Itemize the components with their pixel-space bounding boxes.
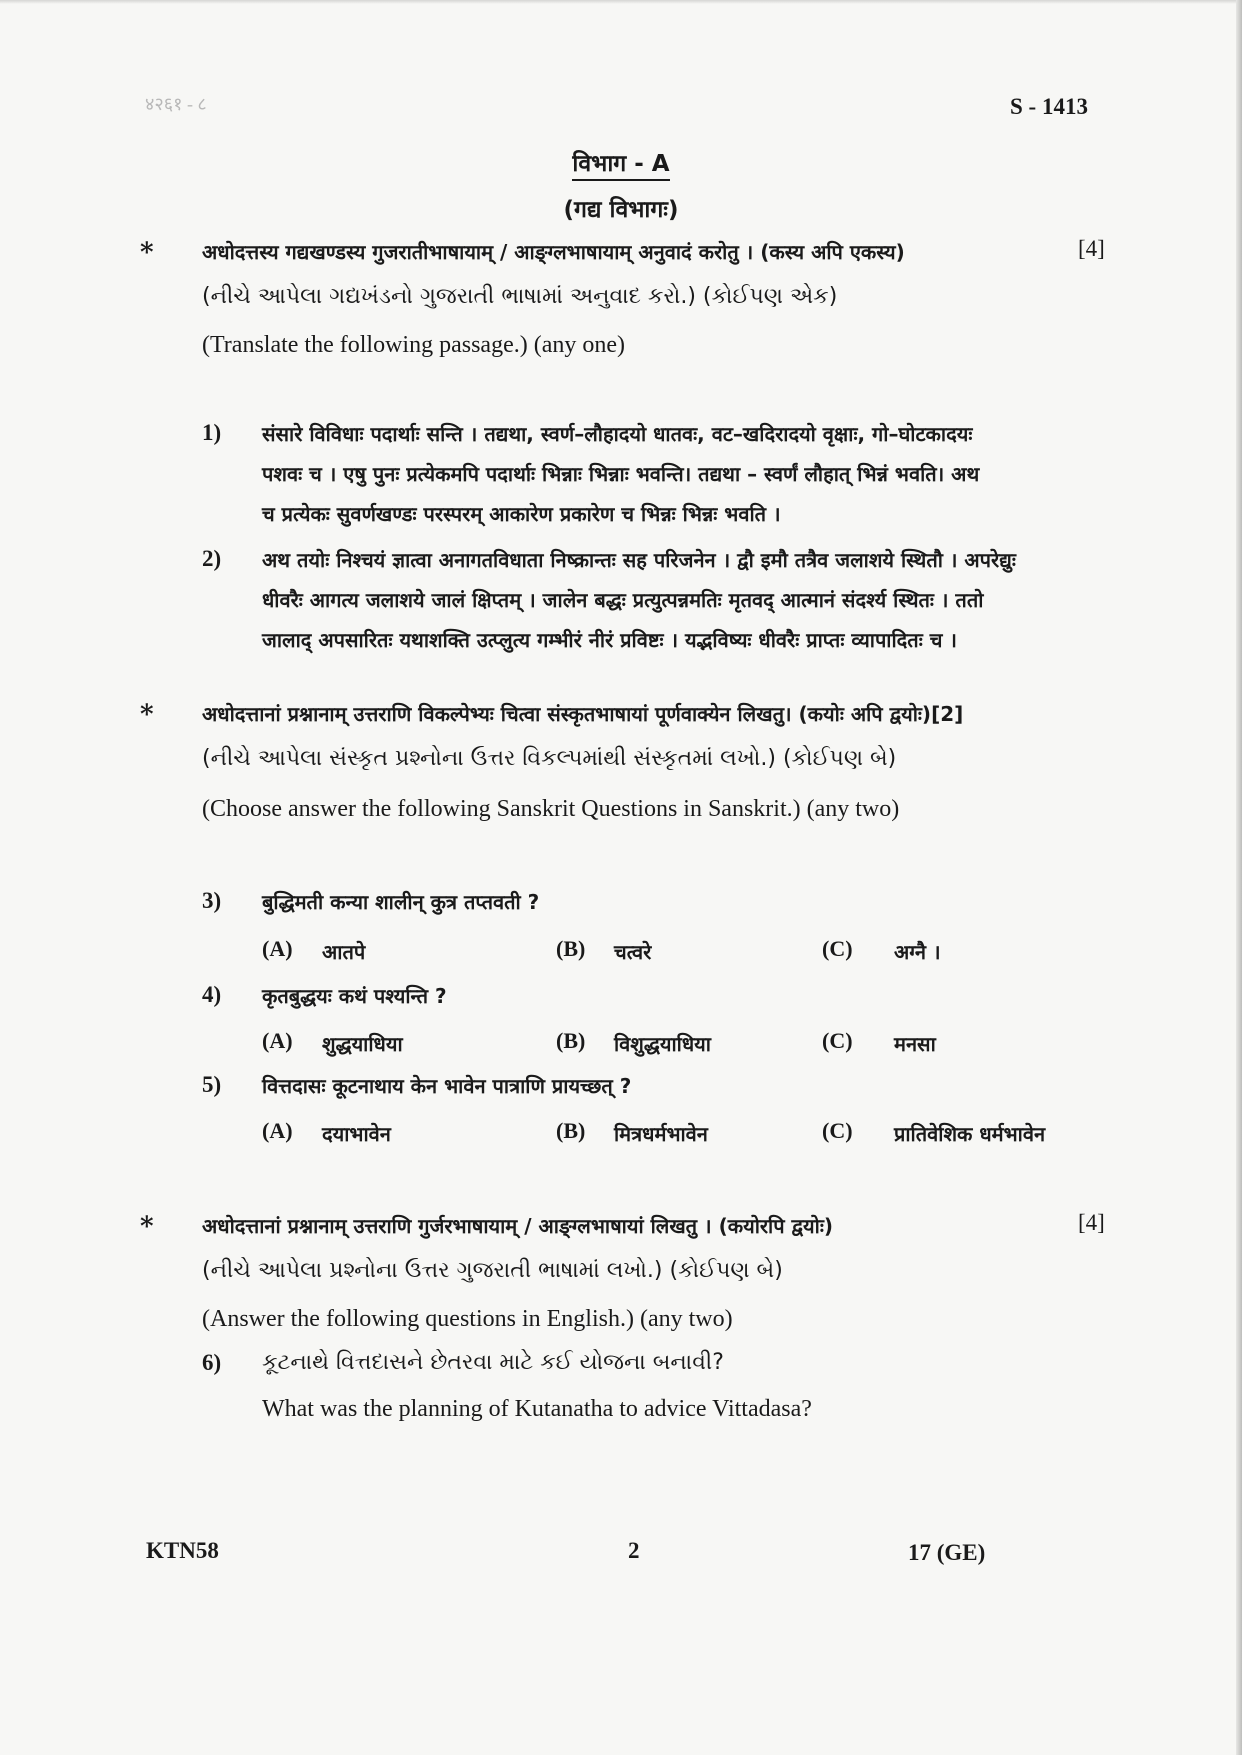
instruction-english: (Answer the following questions in English.) (any two) [202,1306,733,1332]
footer-code: KTN58 [146,1538,219,1563]
question-number: 3) [202,888,222,913]
passage-number: 1) [202,420,222,445]
question-star: * [140,1212,154,1242]
option-text: चत्वरे [614,940,652,964]
option-text: प्रातिवेशिक धर्मभावेन [894,1122,1046,1146]
instruction-gujarati: (નીચે આપેલા પ્રશ્નોના ઉત્તર ગુજરાતી ભાષામાં લખો.) (કોઈપણ બે) [202,1258,783,1283]
question-star: * [140,238,154,268]
stray-mark: ४२६१ - ८ [145,94,207,114]
instruction-sanskrit: अधोदत्तस्य गद्यखण्डस्य गुजरातीभाषायाम् / आङ्ग्लभाषायाम् अनुवादं करोतु । (कस्य अपि एकस्य) [202,240,905,264]
question-text-english: What was the planning of Kutanatha to advice Vittadasa? [262,1396,812,1422]
option-text: शुद्धयाधिया [322,1032,403,1056]
option-text: विशुद्धयाधिया [614,1032,711,1056]
option-label: (B) [556,936,586,961]
option-label: (B) [556,1028,586,1053]
instruction-gujarati: (નીચે આપેલા ગદ્યખંડનો ગુજરાતી ભાષામાં અનુવાદ કરો.) (કોઈપણ એક) [202,284,838,309]
section-subtitle: (गद्य विभागः) [563,197,679,223]
option-label: (C) [822,1118,853,1143]
passage-1 [262,414,1132,534]
option-label: (C) [822,936,853,961]
marks: [4] [1078,236,1105,261]
option-text: अग्नै । [894,940,941,964]
instruction-english: (Translate the following passage.) (any one) [202,332,625,358]
marks: [4] [1078,1210,1105,1235]
passage-line: अथ तयोः निश्चयं ज्ञात्वा अनागतविधाता निष्क्रान्तः सह परिजनेन । द्वौ इमौ तत्रैव जलाशये स्थितौ । अपरेद्युः [262,548,1016,572]
passage-number: 2) [202,546,222,571]
scan-shadow-top [0,0,1242,4]
option-label: (A) [262,1118,293,1143]
passage-line: धीवरैः आगत्य जलाशये जालं क्षिप्तम् । जालेन बद्धः प्रत्युत्पन्नमतिः मृतवद् आत्मानं संदर्श्य स्थितः । ततो [262,588,984,612]
paper-code: S - 1413 [1010,94,1088,119]
question-text: वित्तदासः कूटनाथाय केन भावेन पात्राणि प्रायच्छत् ? [262,1074,632,1098]
option-label: (B) [556,1118,586,1143]
question-text: बुद्धिमती कन्या शालीन् कुत्र तप्तवती ? [262,890,540,914]
option-text: मित्रधर्मभावेन [614,1122,708,1146]
option-text: आतपे [322,940,366,964]
passage-line: संसारे विविधाः पदार्थाः सन्ति । तद्यथा, स्वर्ण–लौहादयो धातवः, वट–खदिरादयो वृक्षाः, गो–घोटकादयः [262,422,973,446]
passage-line: च प्रत्येकः सुवर्णखण्डः परस्परम् आकारेण प्रकारेण च भिन्नः भिन्नः भवति । [262,502,781,526]
passage-line: जालाद् अपसारितः यथाशक्ति उत्प्लुत्य गम्भीरं नीरं प्रविष्टः । यद्भविष्यः धीवरैः प्राप्तः व्यापादितः च । [262,628,957,652]
section-title: विभाग - A [0,146,1242,178]
instruction-sanskrit: अधोदत्तानां प्रश्नानाम् उत्तराणि विकल्पेभ्यः चित्वा संस्कृतभाषायां पूर्णवाक्येन लिखतु। (कयोः अपि द्वयोः)[2] [202,702,964,726]
option-text: दयाभावेन [322,1122,391,1146]
option-label: (A) [262,936,293,961]
option-label: (A) [262,1028,293,1053]
option-text: मनसा [894,1032,936,1056]
instruction-gujarati: (નીચે આપેલા સંસ્કૃત પ્રશ્નોના ઉત્તર વિકલ્પમાંથી સંસ્કૃતમાં લખો.) (કોઈપણ બે) [202,746,897,771]
footer-series: 17 (GE) [908,1540,986,1565]
question-star: * [140,700,154,730]
instruction-sanskrit: अधोदत्तानां प्रश्नानाम् उत्तराणि गुर्जरभाषायाम् / आङ्ग्लभाषायां लिखतु । (कयोरपि द्वयोः) [202,1214,834,1238]
question-number: 6) [202,1350,222,1375]
question-text-gujarati: કૂટનાથે વિત્તદાસને છેતરવા માટે કઈ યોજના બનાવી? [262,1350,724,1375]
question-number: 4) [202,982,222,1007]
option-label: (C) [822,1028,853,1053]
passage-line: पशवः च । एषु पुनः प्रत्येकमपि पदार्थाः भिन्नाः भिन्नाः भवन्ति। तद्यथा – स्वर्णं लौहात् भिन्नं भवति। अथ [262,462,980,486]
passage-2 [262,540,1132,660]
question-number: 5) [202,1072,222,1097]
page-number: 2 [628,1538,640,1563]
question-text: कृतबुद्धयः कथं पश्यन्ति ? [262,984,447,1008]
scan-shadow-right [1236,0,1242,1755]
instruction-english: (Choose answer the following Sanskrit Questions in Sanskrit.) (any two) [202,796,900,822]
